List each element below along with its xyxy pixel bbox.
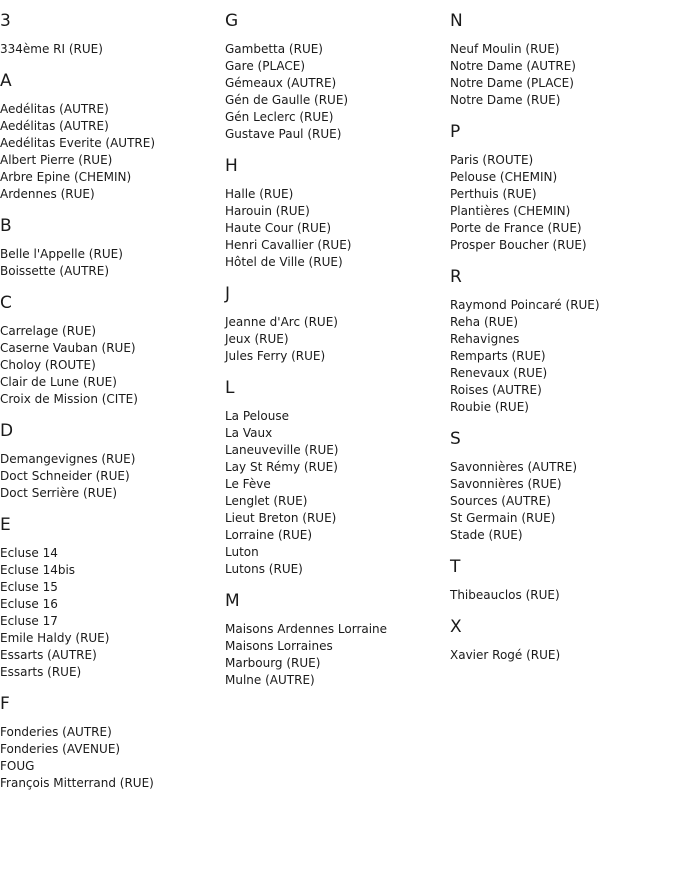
street-link[interactable]: La Vaux — [225, 426, 273, 440]
street-link[interactable]: 334ème RI (RUE) — [0, 42, 103, 56]
street-link[interactable]: FOUG — [0, 759, 35, 773]
street-link[interactable]: Halle (RUE) — [225, 187, 294, 201]
letter-group — [0, 504, 220, 683]
street-link[interactable]: Thibeauclos (RUE) — [450, 588, 560, 602]
street-link[interactable]: Sources (AUTRE) — [450, 494, 551, 508]
letter-heading: D — [0, 421, 14, 441]
street-link[interactable]: Lieut Breton (RUE) — [225, 511, 337, 525]
letter-group — [450, 606, 670, 666]
street-link[interactable]: Gare (PLACE) — [225, 59, 306, 73]
street-link[interactable]: Doct Schneider (RUE) — [0, 469, 130, 483]
street-link[interactable]: Croix de Mission (CITE) — [0, 392, 138, 406]
street-link[interactable]: Neuf Moulin (RUE) — [450, 42, 560, 56]
street-link[interactable]: Lutons (RUE) — [225, 562, 303, 576]
street-link[interactable]: Mulne (AUTRE) — [225, 673, 315, 687]
letter-group — [450, 546, 670, 606]
letter-heading: N — [450, 11, 463, 31]
street-link[interactable]: Gémeaux (AUTRE) — [225, 76, 337, 90]
street-link[interactable]: Le Fève — [225, 477, 271, 491]
street-link[interactable]: Ardennes (RUE) — [0, 187, 95, 201]
street-link[interactable]: Laneuveville (RUE) — [225, 443, 339, 457]
street-link[interactable]: Jeanne d'Arc (RUE) — [225, 315, 338, 329]
street-link[interactable]: Gén Leclerc (RUE) — [225, 110, 334, 124]
letter-group — [450, 0, 670, 111]
street-link[interactable]: Arbre Epine (CHEMIN) — [0, 170, 132, 184]
street-link[interactable]: Xavier Rogé (RUE) — [450, 648, 561, 662]
street-link[interactable]: Henri Cavallier (RUE) — [225, 238, 352, 252]
street-link[interactable]: Ecluse 15 — [0, 580, 58, 594]
street-link[interactable]: Hôtel de Ville (RUE) — [225, 255, 343, 269]
street-link[interactable]: Lorraine (RUE) — [225, 528, 313, 542]
letter-group — [0, 60, 220, 205]
street-link[interactable]: Harouin (RUE) — [225, 204, 310, 218]
street-link[interactable]: Boissette (AUTRE) — [0, 264, 110, 278]
street-link[interactable]: Gustave Paul (RUE) — [225, 127, 342, 141]
letter-heading: S — [450, 429, 461, 449]
letter-group — [225, 367, 445, 580]
street-link[interactable]: St Germain (RUE) — [450, 511, 556, 525]
street-link[interactable]: Savonnières (AUTRE) — [450, 460, 578, 474]
street-link[interactable]: Ecluse 16 — [0, 597, 58, 611]
letter-heading: E — [0, 515, 11, 535]
street-link[interactable]: Albert Pierre (RUE) — [0, 153, 113, 167]
street-link[interactable]: Essarts (RUE) — [0, 665, 82, 679]
street-link[interactable]: Savonnières (RUE) — [450, 477, 562, 491]
street-link[interactable]: Gambetta (RUE) — [225, 42, 323, 56]
street-link[interactable]: Paris (ROUTE) — [450, 153, 534, 167]
street-link[interactable]: Aedélitas Everite (AUTRE) — [0, 136, 156, 150]
street-link[interactable]: La Pelouse — [225, 409, 289, 423]
street-link[interactable]: Porte de France (RUE) — [450, 221, 582, 235]
street-link[interactable]: Pelouse (CHEMIN) — [450, 170, 558, 184]
letter-group — [450, 418, 670, 546]
street-link[interactable]: Belle l'Appelle (RUE) — [0, 247, 123, 261]
street-link[interactable]: Caserne Vauban (RUE) — [0, 341, 136, 355]
street-link[interactable]: Clair de Lune (RUE) — [0, 375, 117, 389]
street-link[interactable]: Plantières (CHEMIN) — [450, 204, 571, 218]
street-link[interactable]: Essarts (AUTRE) — [0, 648, 97, 662]
street-link[interactable]: Choloy (ROUTE) — [0, 358, 96, 372]
letter-group — [225, 0, 445, 145]
street-index-column-1 — [0, 0, 220, 794]
letter-group — [0, 205, 220, 282]
street-link[interactable]: Stade (RUE) — [450, 528, 523, 542]
street-link[interactable]: Marbourg (RUE) — [225, 656, 321, 670]
letter-heading: G — [225, 11, 239, 31]
letter-group — [0, 0, 220, 60]
street-link[interactable]: Ecluse 14 — [0, 546, 58, 560]
street-link[interactable]: Renevaux (RUE) — [450, 366, 548, 380]
letter-group — [0, 410, 220, 504]
street-index-column-2 — [225, 0, 445, 691]
street-link[interactable]: Maisons Lorraines — [225, 639, 333, 653]
street-link[interactable]: Carrelage (RUE) — [0, 324, 97, 338]
letter-group — [225, 580, 445, 691]
street-link[interactable]: Lenglet (RUE) — [225, 494, 308, 508]
street-link[interactable]: Aedélitas (AUTRE) — [0, 102, 109, 116]
street-link[interactable]: Rehavignes — [450, 332, 520, 346]
street-link[interactable]: Gén de Gaulle (RUE) — [225, 93, 349, 107]
letter-group — [450, 111, 670, 256]
street-link[interactable]: Notre Dame (AUTRE) — [450, 59, 576, 73]
street-link[interactable]: Ecluse 14bis — [0, 563, 76, 577]
street-link[interactable]: Maisons Ardennes Lorraine — [225, 622, 388, 636]
letter-heading: B — [0, 216, 12, 236]
group-spacer — [0, 792, 220, 794]
letter-group — [0, 683, 220, 794]
letter-group — [225, 273, 445, 367]
street-link[interactable]: Haute Cour (RUE) — [225, 221, 332, 235]
street-link[interactable]: Roises (AUTRE) — [450, 383, 542, 397]
street-link[interactable]: Fonderies (AVENUE) — [0, 742, 121, 756]
letter-group — [225, 145, 445, 273]
group-spacer — [225, 689, 445, 691]
letter-heading: R — [450, 267, 462, 287]
street-link[interactable]: Ecluse 17 — [0, 614, 58, 628]
street-link[interactable]: Emile Haldy (RUE) — [0, 631, 110, 645]
street-link[interactable]: Prosper Boucher (RUE) — [450, 238, 587, 252]
letter-heading: J — [225, 284, 231, 304]
street-link[interactable]: Demangevignes (RUE) — [0, 452, 136, 466]
letter-heading: H — [225, 156, 238, 176]
street-link[interactable]: Raymond Poincaré (RUE) — [450, 298, 600, 312]
letter-heading: X — [450, 617, 462, 637]
street-link[interactable]: Jeux (RUE) — [225, 332, 289, 346]
letter-group — [0, 282, 220, 410]
street-link[interactable]: Fonderies (AUTRE) — [0, 725, 112, 739]
street-link[interactable]: Roubie (RUE) — [450, 400, 529, 414]
letter-group — [450, 256, 670, 418]
street-link[interactable]: Remparts (RUE) — [450, 349, 546, 363]
group-spacer — [450, 664, 670, 666]
street-link[interactable]: Aedélitas (AUTRE) — [0, 119, 109, 133]
street-link[interactable]: Reha (RUE) — [450, 315, 519, 329]
street-link[interactable]: Perthuis (RUE) — [450, 187, 537, 201]
street-link[interactable]: Lay St Rémy (RUE) — [225, 460, 338, 474]
street-link[interactable]: Notre Dame (PLACE) — [450, 76, 574, 90]
street-index-column-3 — [450, 0, 670, 666]
street-link[interactable]: François Mitterrand (RUE) — [0, 776, 154, 790]
street-link[interactable]: Luton — [225, 545, 259, 559]
letter-heading: 3 — [0, 11, 11, 31]
street-link[interactable]: Doct Serrière (RUE) — [0, 486, 118, 500]
street-link[interactable]: Jules Ferry (RUE) — [225, 349, 326, 363]
letter-heading: M — [225, 591, 240, 611]
street-link[interactable]: Notre Dame (RUE) — [450, 93, 561, 107]
letter-heading: P — [450, 122, 461, 142]
letter-heading: L — [225, 378, 235, 398]
letter-heading: C — [0, 293, 12, 313]
letter-heading: A — [0, 71, 12, 91]
letter-heading: F — [0, 694, 10, 714]
letter-heading: T — [450, 557, 461, 577]
